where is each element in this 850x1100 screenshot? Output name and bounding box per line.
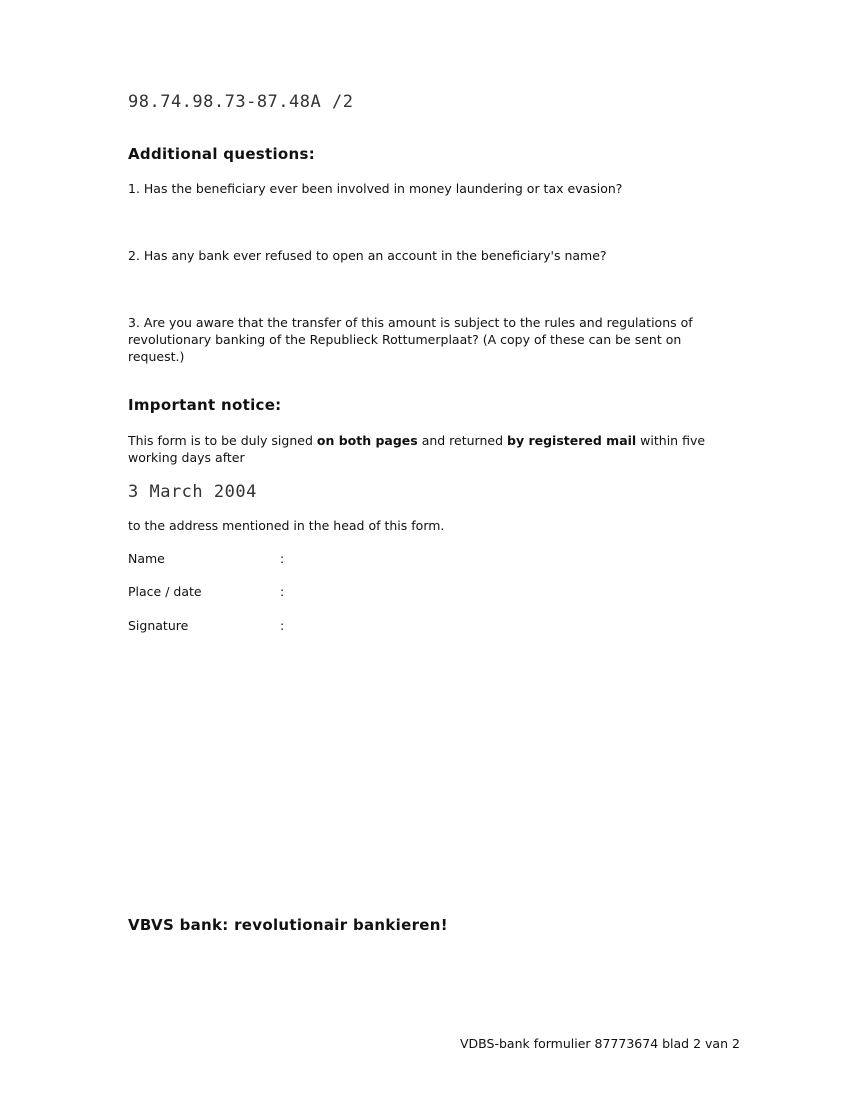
notice-text-3: within five working days after bbox=[128, 433, 706, 465]
notice-paragraph bbox=[128, 432, 728, 466]
notice-text-2: and returned bbox=[417, 433, 508, 448]
notice-text-1: This form is to be duly signed bbox=[128, 433, 317, 448]
field-name-sep: : bbox=[280, 551, 285, 566]
notice-bold-2: by registered mail bbox=[507, 433, 637, 448]
field-place-date-label: Place / date bbox=[128, 584, 202, 599]
field-signature bbox=[128, 617, 284, 634]
field-place-date bbox=[128, 583, 284, 600]
field-name bbox=[128, 550, 284, 567]
additional-questions-heading: Additional questions: bbox=[128, 145, 316, 163]
field-name-label: Name bbox=[128, 551, 165, 566]
question-1: 1. Has the beneficiary ever been involved in money laundering or tax evasion? bbox=[128, 181, 623, 196]
address-line: to the address mentioned in the head of this form. bbox=[128, 518, 445, 533]
important-notice-heading: Important notice: bbox=[128, 396, 282, 414]
field-signature-label: Signature bbox=[128, 618, 189, 633]
page-footer: VDBS-bank formulier 87773674 blad 2 van 2 bbox=[460, 1036, 740, 1051]
bank-slogan: VBVS bank: revolutionair bankieren! bbox=[128, 916, 448, 934]
reference-code: 98.74.98.73-87.48A /2 bbox=[128, 92, 354, 112]
question-2: 2. Has any bank ever refused to open an account in the beneficiary's name? bbox=[128, 248, 607, 263]
field-place-date-sep: : bbox=[280, 584, 285, 599]
notice-date: 3 March 2004 bbox=[128, 482, 257, 502]
notice-bold-1: on both pages bbox=[316, 433, 418, 448]
question-3: 3. Are you aware that the transfer of this amount is subject to the rules and regulations of revolutionary banking of the Republieck Rottumerplaat? (A copy of these can be sent on request.) bbox=[128, 315, 693, 364]
field-signature-sep: : bbox=[280, 618, 285, 633]
